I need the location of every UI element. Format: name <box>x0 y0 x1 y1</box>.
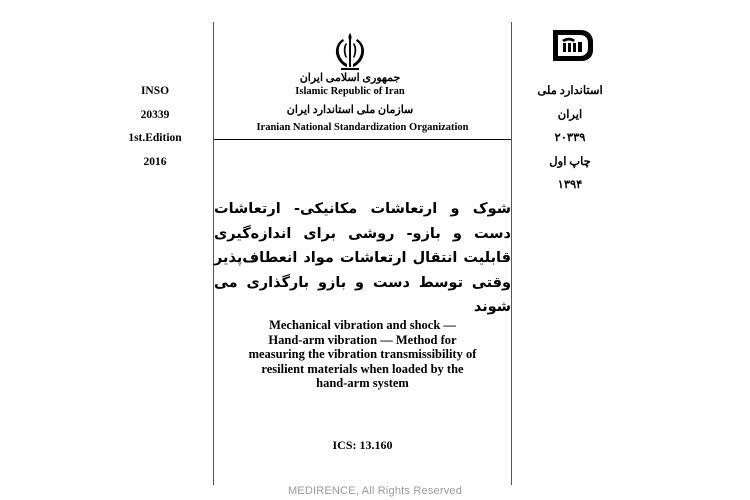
country-name-en: Islamic Republic of Iran <box>295 86 405 97</box>
standard-code-fa: استاندارد ملی ایران <box>537 85 603 121</box>
organization-name-en: Iranian National Standardization Organization <box>256 122 469 133</box>
left-info-column <box>95 80 215 174</box>
title-en-line: Mechanical vibration and shock — <box>269 318 456 332</box>
standard-number-fa: ۲۰۳۳۹ <box>554 132 586 144</box>
header-divider <box>214 139 511 140</box>
ics-code: ICS: 13.160 <box>332 438 393 452</box>
title-fa-line: دست و بازو- روشی برای اندازه‌گیری <box>214 225 511 242</box>
country-name-fa: جمهوری اسلامی ایران <box>299 72 401 84</box>
right-divider <box>511 22 512 485</box>
standard-logo-icon <box>551 26 595 64</box>
year-fa: ۱۳۹۴ <box>557 179 583 191</box>
edition-fa: چاپ اول <box>549 155 591 168</box>
title-en-line: resilient materials when loaded by the <box>261 361 464 376</box>
title-fa <box>214 197 511 320</box>
year-en: 2016 <box>143 155 167 168</box>
title-en-line: Hand-arm vibration — Method for <box>268 332 457 347</box>
title-en-line: hand-arm system <box>316 376 409 390</box>
organization-name-fa: سازمان ملی استاندارد ایران <box>286 104 414 116</box>
right-info-column <box>525 80 615 198</box>
edition-en: 1st.Edition <box>128 132 182 144</box>
title-en <box>214 318 511 391</box>
iran-emblem-icon <box>329 30 371 72</box>
title-fa-line: شوک و ارتعاشات مکانیکی- ارتعاشات <box>214 201 511 217</box>
standard-number-en: 20339 <box>140 108 170 121</box>
title-fa-line: وقتی توسط دست و بازو بارگذاری می شوند <box>214 274 511 315</box>
standard-code-en: INSO <box>140 85 170 97</box>
watermark: MEDIRENCE, All Rights Reserved <box>287 485 463 497</box>
title-fa-line: قابلیت انتقال ارتعاشات مواد انعطاف‌پذیر <box>214 250 511 266</box>
title-en-line: measuring the vibration transmissibility of <box>248 347 477 361</box>
